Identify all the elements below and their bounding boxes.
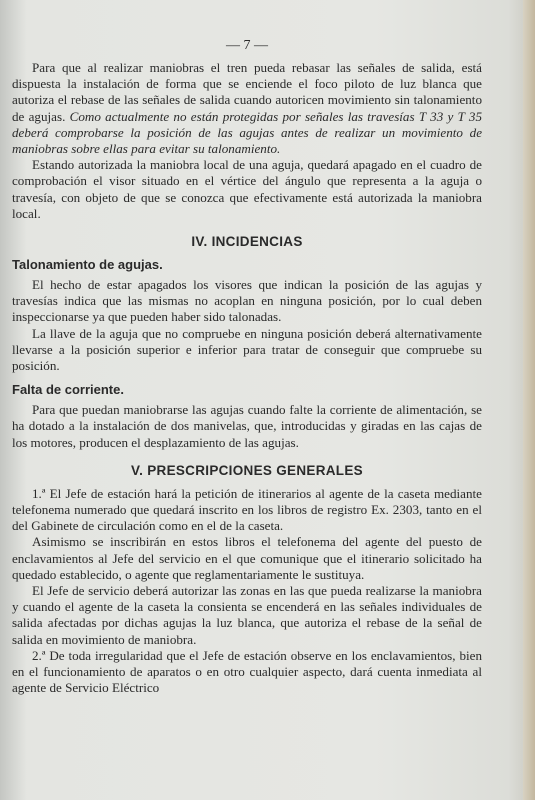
subsection-title-talonamiento: Talonamiento de agujas. [12,257,163,273]
paragraph-prescripcion-2: 2.ª De toda irregularidad que el Jefe de estación observe en los enclavamientos, bien en el funcionamiento de aparatos o en otro cualquier aspecto, dará cuenta inmediata al agente de Servicio Eléctrico [12,647,482,696]
paragraph-prescripcion-1: 1.ª El Jefe de estación hará la petición de itinerarios al agente de la caseta mediante telefonema numerado que quedará inscrito en los libros de registro Ex. 2303, tanto en el del Gabinete de circulación como en el de la caseta. [12,485,482,534]
subsection-title-falta-corriente: Falta de corriente. [12,382,124,398]
page-number: — 7 — [226,38,268,53]
page-content [12,38,482,697]
paragraph-falta-corriente: Para que puedan maniobrarse las agujas cuando falte la corriente de alimentación, se ha dotado a la instalación de dos manivelas, que, introducidas y giradas en las cajas de los motores, producen el desplazamiento de las agujas. [12,402,482,450]
paragraph-maniobras-text: Para que al realizar maniobras el tren pueda rebasar las señales de salida, está dispuesta la instalación de forma que se enciende el foco piloto de luz blanca que autoriza el rebase de las señales de salida cuando autoricen movimiento sin talonamiento de agujas. [12,60,482,124]
paragraph-talonamiento-2: La llave de la aguja que no compruebe en ninguna posición deberá alternativamente llevarse a la posición superior e inferior para tratar de conseguir que compruebe su posición. [12,325,482,374]
paragraph-maniobras [12,60,482,157]
paragraph-maniobra-local: Estando autorizada la maniobra local de una aguja, quedará apagado en el cuadro de comprobación el visor situado en el vértice del ángulo que representa a la aguja o travesía, con objeto de que se conozca que efectivamente está autorizada la maniobra local. [12,157,482,221]
page-edge [523,0,535,800]
paragraph-prescripcion-1c: El Jefe de servicio deberá autorizar las zonas en las que pueda realizarse la maniobra y cuando el agente de la caseta la consienta se encenderá en las señales individuales de salida afectadas por dichas agujas la luz blanca, que autoriza el rebase de la señal de salida en movimiento de maniobra. [12,583,482,647]
section-title-incidencias: IV. INCIDENCIAS [191,234,303,250]
paragraph-maniobras-italic: Como actualmente no están protegidas por señales las travesías T 33 y T 35 deberá comprobarse la posición de las agujas antes de realizar un movimiento de maniobras sobre ellas para evitar su talonamiento. [12,108,482,157]
paragraph-talonamiento-1: El hecho de estar apagados los visores que indican la posición de las agujas y travesías indica que las mismas no acoplan en ninguna posición, por lo cual deben inspeccionarse ya que pueden haber sido talonadas. [12,277,482,325]
paragraph-prescripcion-1b: Asimismo se inscribirán en estos libros el telefonema del agente del puesto de enclavamientos al Jefe del servicio en el que comunique que el itinerario solicitado ha quedado establecido, o agente que reglamentariamente le sustituya. [12,534,482,582]
section-title-prescripciones: V. PRESCRIPCIONES GENERALES [131,462,363,478]
